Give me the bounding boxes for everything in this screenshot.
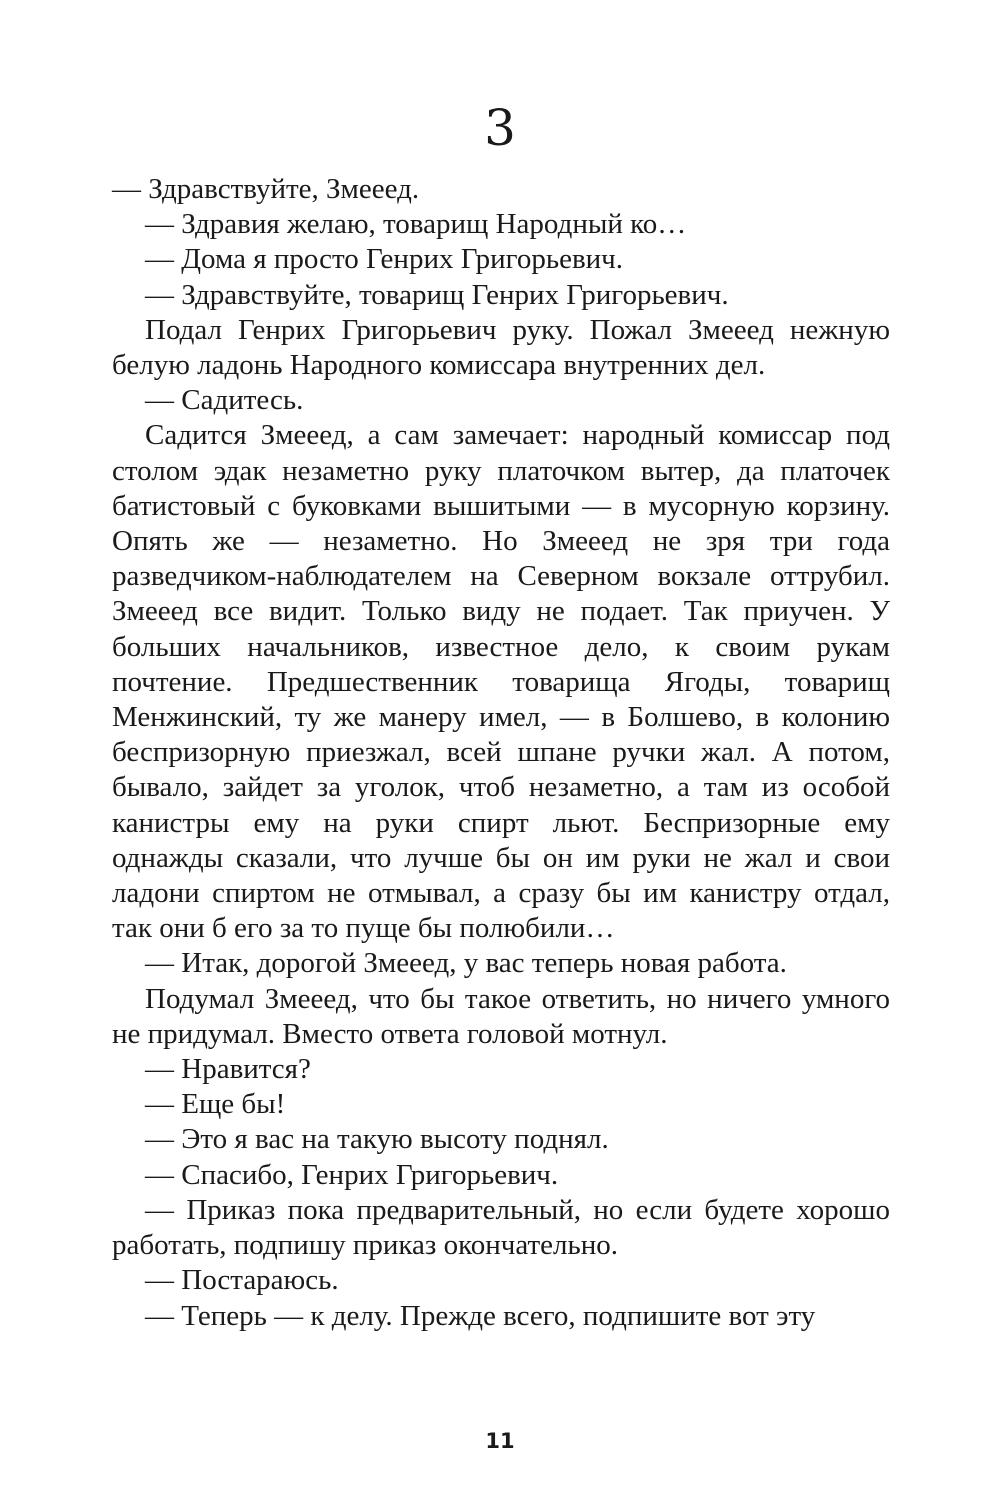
paragraph: — Здравствуйте, Змееед. — [112, 173, 420, 205]
paragraph: — Приказ пока предварительный, но если будете хорошо работать, подпишу приказ окончательно. — [112, 1193, 890, 1262]
paragraph: Подумал Змееед, что бы такое ответить, но ничего умного не придумал. Вместо ответа головой мотнул. — [112, 982, 890, 1050]
paragraph: Садится Змееед, а сам замечает: народный комиссар под столом эдак незаметно руку платочком вытер, да платочек батистовый с буковками вышитыми — в мусорную корзину. Опять же — незаметно. Но Змееед не зря три года разведчиком-наблюдателем на Северном вокзале оттрубил. Змееед все видит. Только виду не подает. Так приучен. У больших начальников, известное дело, к своим рукам почтение. Предшественник товарища Ягоды, товарищ Менжинский, ту же манеру имел, — в Болшево, в колонию беспризорную приезжал, всей шпане ручки жал. А потом, бывало, зайдет за уголок, чтоб незаметно, а там из особой канистры ему на руки спирт льют. Беспризорные ему однажды сказали, что лучше бы он им руки не жал и свои ладони спиртом не отмывал, а сразу бы им канистру отдал, так они б его за то пуще бы полюбили… — [112, 419, 890, 945]
paragraph: — Здравствуйте, товарищ Генрих Григорьевич. — [145, 278, 729, 311]
paragraph: — Итак, дорогой Змееед, у вас теперь новая работа. — [145, 947, 787, 980]
paragraph: — Дома я просто Генрих Григорьевич. — [145, 243, 623, 276]
paragraph: — Это я вас на такую высоту поднял. — [145, 1123, 609, 1156]
chapter-number: 3 — [484, 99, 516, 157]
paragraph: — Здравия желаю, товарищ Народный ко… — [145, 208, 687, 241]
paragraph: — Садитесь. — [145, 384, 304, 417]
paragraph: — Постараюсь. — [145, 1264, 339, 1297]
paragraph: — Нравится? — [145, 1053, 311, 1086]
paragraph: — Еще бы! — [145, 1088, 286, 1121]
page-number: 11 — [485, 1429, 515, 1453]
paragraph: Подал Генрих Григорьевич руку. Пожал Змееед нежную белую ладонь Народного комиссара внутренних дел. — [112, 313, 890, 382]
paragraph: — Теперь — к делу. Прежде всего, подпишите вот эту — [145, 1299, 816, 1332]
paragraph: — Спасибо, Генрих Григорьевич. — [145, 1158, 559, 1191]
body-text — [112, 172, 890, 1334]
